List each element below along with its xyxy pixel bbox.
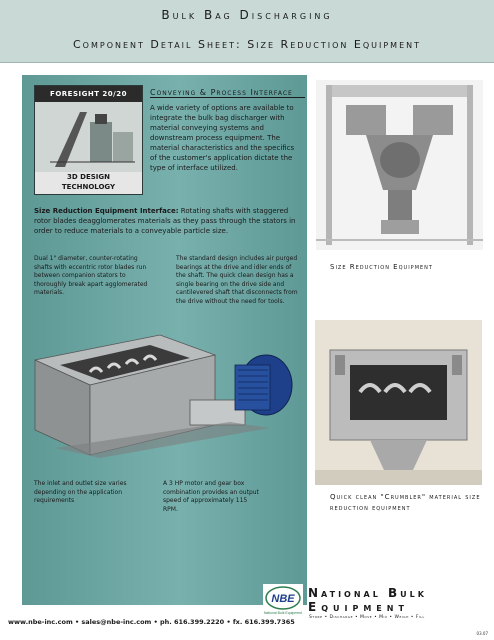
foresight-label-line1: 3D DESIGN bbox=[67, 173, 110, 181]
svg-text:National Bulk Equipment: National Bulk Equipment bbox=[263, 611, 303, 615]
svg-text:NBE: NBE bbox=[271, 593, 295, 605]
interface-intro-text: Rotating shafts with staggered rotor blades deagglomerates materials as they pass through the stators in order to reduce materials to a conveyable particle size. bbox=[34, 207, 296, 235]
foresight-label bbox=[35, 172, 142, 194]
foresight-rendering bbox=[35, 102, 142, 172]
bearing-description: The standard design includes air purged bearings at the drive and idler ends of the shaft. The quick clean design has a single bearing on the drive side and cantilevered shaft that disconnects from the drive without the need for tools. bbox=[176, 255, 298, 305]
inlet-outlet-description: The inlet and outlet size varies depending on the application requirements bbox=[34, 480, 127, 505]
header-subtitle-suffix: Size Reduction Equipment bbox=[247, 38, 421, 51]
footer-contact: www.nbe-inc.com • sales@nbe-inc.com • ph. 616.399.2220 • fx. 616.399.7365 bbox=[8, 618, 295, 626]
header-band bbox=[0, 0, 494, 63]
document-code: 03.07 bbox=[476, 631, 488, 636]
crumbler-photo bbox=[315, 320, 482, 485]
size-reduction-caption: Size Reduction Equipment bbox=[330, 263, 433, 271]
conveying-section-body: A wide variety of options are available to integrate the bulk bag discharger with material conveying systems and downstream process equipment. The material characteristics and the specifics of the customer's application dictate the type of interface utilized. bbox=[150, 104, 295, 172]
shaft-description: Dual 1" diameter, counter-rotating shafts with eccentric rotor blades run between companion stators to thoroughly break apart agglomerated materials. bbox=[34, 255, 148, 297]
crumbler-caption: Quick clean "Crumbler" material size reduction equipment bbox=[330, 493, 481, 512]
header-title: Bulk Bag Discharging bbox=[161, 8, 333, 22]
foresight-label-line2: TECHNOLOGY bbox=[61, 183, 116, 191]
motor-description: A 3 HP motor and gear box combination provides an output speed of approximately 115 RPM. bbox=[163, 480, 259, 513]
conveying-section-title: Conveying & Process Interface bbox=[150, 88, 305, 98]
size-reduction-drawing bbox=[30, 330, 300, 465]
header-subtitle-prefix: Component Detail Sheet: bbox=[73, 38, 242, 51]
foresight-3d-badge bbox=[34, 85, 143, 195]
interface-intro bbox=[34, 206, 299, 236]
size-reduction-photo bbox=[316, 80, 483, 250]
interface-intro-lead: Size Reduction Equipment Interface: bbox=[34, 207, 179, 215]
company-tagline: Store • Discharge • Move • Mix • Weigh • Fill bbox=[309, 615, 425, 620]
header-subtitle bbox=[0, 38, 494, 51]
company-name-line2: Equipment bbox=[308, 600, 409, 614]
company-name-line1: National Bulk bbox=[308, 586, 427, 600]
foresight-badge-title: FORESIGHT 20/20 bbox=[35, 86, 142, 102]
nbe-logo-icon bbox=[263, 584, 303, 620]
